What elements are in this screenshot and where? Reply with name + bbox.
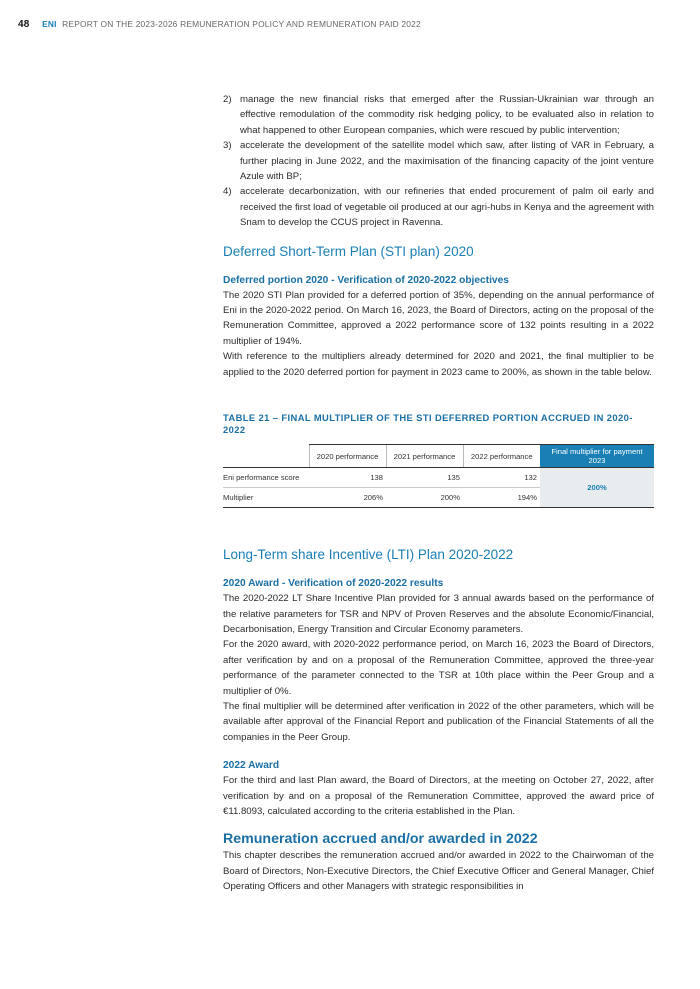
table-cell: 200% bbox=[386, 488, 463, 508]
table-cell: 135 bbox=[386, 468, 463, 488]
objectives-list bbox=[223, 92, 654, 231]
list-number: 2) bbox=[223, 94, 232, 105]
sti-paragraph-1: The 2020 STI Plan provided for a deferred portion of 35%, depending on the annual performance of Eni in the 2020-2022 period. On March 16, 2023, the Board of Directors, acting on the proposal of the Remuneration Committee, approved a 2022 performance score of 132 points resulting in a 2022 multiplier of 194%. bbox=[223, 289, 654, 347]
report-title: REPORT ON THE 2023-2026 REMUNERATION POLICY AND REMUNERATION PAID 2022 bbox=[62, 19, 421, 29]
row-label: Multiplier bbox=[223, 488, 309, 508]
list-item bbox=[223, 92, 654, 138]
award-2022-heading: 2022 Award bbox=[223, 760, 280, 772]
row-label: Eni performance score bbox=[223, 468, 309, 488]
table-cell: 138 bbox=[309, 468, 386, 488]
remuneration-heading: Remuneration accrued and/or awarded in 2022 bbox=[223, 831, 538, 848]
brand-name: ENI bbox=[42, 19, 57, 29]
table-corner bbox=[223, 445, 309, 468]
column-header-final: Final multiplier for payment 2023 bbox=[540, 445, 654, 468]
multiplier-table bbox=[223, 444, 654, 508]
remuneration-paragraph: This chapter describes the remuneration accrued and/or awarded in 2022 to the Chairwoman of the Board of Directors, Non-Executive Directors, the Chief Executive Officer and General Manager, Chief Operating Officers and other Managers with strategic responsibilities in bbox=[223, 850, 654, 893]
table-cell: 194% bbox=[463, 488, 540, 508]
column-header-2022: 2022 performance bbox=[463, 445, 540, 468]
list-number: 3) bbox=[223, 140, 232, 152]
sti-paragraph-2: With reference to the multipliers already determined for 2020 and 2021, the final multiplier to be applied to the 2020 deferred portion for payment in 2023 came to 200%, as shown in the table below. bbox=[223, 351, 654, 378]
page-number: 48 bbox=[18, 19, 30, 30]
lti-paragraph-3: The final multiplier will be determined after verification in 2022 of the other parameters, which will be available after approval of the Financial Report and publication of the Financial Statements of all the companies in the Peer Group. bbox=[223, 700, 654, 743]
final-multiplier-value: 200% bbox=[540, 468, 654, 508]
table-cell: 132 bbox=[463, 468, 540, 488]
lti-paragraph-1: The 2020-2022 LT Share Incentive Plan provided for 3 annual awards based on the performance of the relative parameters for TSR and NPV of Proven Reserves and the absolute Economic/Financial, Decarbonisation, Energy Transition and Circular Economy parameters. bbox=[223, 593, 654, 635]
column-header-2020: 2020 performance bbox=[309, 445, 386, 468]
list-text: accelerate the development of the satellite model which saw, after listing of VAR in February, a further placing in June 2022, and the maximisation of the financing capacity of the joint venture Azule with BP; bbox=[240, 140, 654, 183]
sti-subheading: Deferred portion 2020 - Verification of 2020-2022 objectives bbox=[223, 274, 509, 286]
table-row bbox=[223, 468, 654, 488]
list-item bbox=[223, 184, 654, 230]
list-text: accelerate decarbonization, with our refineries that ended procurement of palm oil early and received the first load of vegetable oil produced at our agri-hubs in Kenya and the agreement with Snam to develop the CCUS project in Ravenna. bbox=[240, 186, 654, 229]
list-number: 4) bbox=[223, 186, 232, 198]
main-content bbox=[223, 92, 654, 895]
table-cell: 206% bbox=[309, 488, 386, 508]
lti-paragraph-2: For the 2020 award, with 2020-2022 performance period, on March 16, 2023 the Board of Directors, after verification by and on a proposal of the Remuneration Committee, approved the three-year performance of the parameter connected to the TSR at 10th place within the Peer Group and a multiplier of 0%. bbox=[223, 639, 654, 697]
column-header-2021: 2021 performance bbox=[386, 445, 463, 468]
sti-heading: Deferred Short-Term Plan (STI plan) 2020 bbox=[223, 243, 474, 259]
award-2022-paragraph: For the third and last Plan award, the Board of Directors, at the meeting on October 27, 2022, after verification by and on a proposal of the Remuneration Committee, approved the award price of €11.8093, calculated according to the criteria established in the Plan. bbox=[223, 775, 654, 817]
table-title: TABLE 21 – FINAL MULTIPLIER OF THE STI DEFERRED PORTION ACCRUED IN 2020-2022 bbox=[223, 412, 633, 435]
lti-heading: Long-Term share Incentive (LTI) Plan 2020-2022 bbox=[223, 547, 514, 563]
lti-subheading: 2020 Award - Verification of 2020-2022 results bbox=[223, 578, 444, 590]
page-header bbox=[18, 19, 421, 30]
list-text: manage the new financial risks that emerged after the Russian-Ukrainian war through an effective remodulation of the commodity risk hedging policy, to be evaluated also in relation to what happened to other European companies, which were rescued by public intervention; bbox=[240, 94, 654, 136]
list-item bbox=[223, 138, 654, 184]
